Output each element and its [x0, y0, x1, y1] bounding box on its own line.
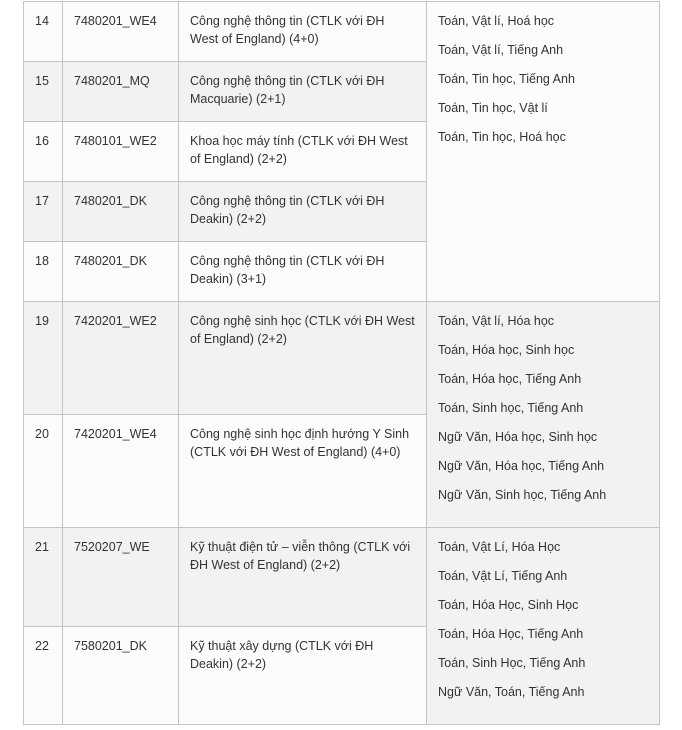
subject-combination: Toán, Vật lí, Hóa học: [438, 314, 555, 328]
subject-combination: Ngữ Văn, Sinh học, Tiếng Anh: [438, 488, 607, 502]
program-name: Công nghệ thông tin (CTLK với ĐH Macquarie) (2+1): [179, 62, 427, 122]
row-number: 17: [24, 182, 63, 242]
row-number: 19: [24, 302, 63, 415]
subject-combination: Toán, Hóa học, Sinh học: [438, 343, 575, 357]
table-row: [24, 528, 660, 627]
subject-combination: Toán, Hóa Học, Sinh Học: [438, 598, 579, 612]
program-code: 7480201_MQ: [63, 62, 179, 122]
program-code: 7420201_WE4: [63, 415, 179, 528]
programs-table: [23, 1, 660, 725]
program-code: 7520207_WE: [63, 528, 179, 627]
subject-combination: Toán, Sinh Học, Tiếng Anh: [438, 656, 586, 670]
subject-combination: Toán, Hóa Học, Tiếng Anh: [438, 627, 584, 641]
subject-combination: Toán, Vật Lí, Tiếng Anh: [438, 569, 568, 583]
subject-combination: Toán, Vật lí, Tiếng Anh: [438, 43, 564, 57]
program-name: Công nghệ sinh học (CTLK với ĐH West of England) (2+2): [179, 302, 427, 415]
row-number: 16: [24, 122, 63, 182]
program-name: Công nghệ thông tin (CTLK với ĐH Deakin) (2+2): [179, 182, 427, 242]
table-row: [24, 302, 660, 415]
row-number: 18: [24, 242, 63, 302]
row-number: 15: [24, 62, 63, 122]
subject-combination: Toán, Vật lí, Hoá học: [438, 14, 555, 28]
subject-combinations: [427, 302, 660, 528]
program-name: Kỹ thuật điện tử – viễn thông (CTLK với ĐH West of England) (2+2): [179, 528, 427, 627]
program-name: Kỹ thuật xây dựng (CTLK với ĐH Deakin) (2+2): [179, 627, 427, 725]
subject-combination: Toán, Vật Lí, Hóa Học: [438, 540, 561, 554]
row-number: 14: [24, 2, 63, 62]
program-code: 7480201_DK: [63, 242, 179, 302]
program-code: 7420201_WE2: [63, 302, 179, 415]
program-name: Khoa học máy tính (CTLK với ĐH West of England) (2+2): [179, 122, 427, 182]
subject-combination: Ngữ Văn, Hóa học, Tiếng Anh: [438, 459, 605, 473]
row-number: 20: [24, 415, 63, 528]
subject-combination: Toán, Hóa học, Tiếng Anh: [438, 372, 582, 386]
table-row: [24, 2, 660, 62]
program-code: 7480101_WE2: [63, 122, 179, 182]
program-code: 7480201_DK: [63, 182, 179, 242]
subject-combination: Ngữ Văn, Hóa học, Sinh học: [438, 430, 598, 444]
program-name: Công nghệ thông tin (CTLK với ĐH Deakin) (3+1): [179, 242, 427, 302]
row-number: 22: [24, 627, 63, 725]
row-number: 21: [24, 528, 63, 627]
subject-combination: Ngữ Văn, Toán, Tiếng Anh: [438, 685, 585, 699]
subject-combinations: [427, 528, 660, 725]
subject-combination: Toán, Tin học, Hoá học: [438, 130, 566, 144]
subject-combinations: [427, 2, 660, 302]
program-name: Công nghệ sinh học định hướng Y Sinh (CTLK với ĐH West of England) (4+0): [179, 415, 427, 528]
subject-combination: Toán, Sinh học, Tiếng Anh: [438, 401, 584, 415]
program-code: 7580201_DK: [63, 627, 179, 725]
subject-combination: Toán, Tin học, Vật lí: [438, 101, 548, 115]
program-code: 7480201_WE4: [63, 2, 179, 62]
subject-combination: Toán, Tin học, Tiếng Anh: [438, 72, 575, 86]
program-name: Công nghệ thông tin (CTLK với ĐH West of England) (4+0): [179, 2, 427, 62]
